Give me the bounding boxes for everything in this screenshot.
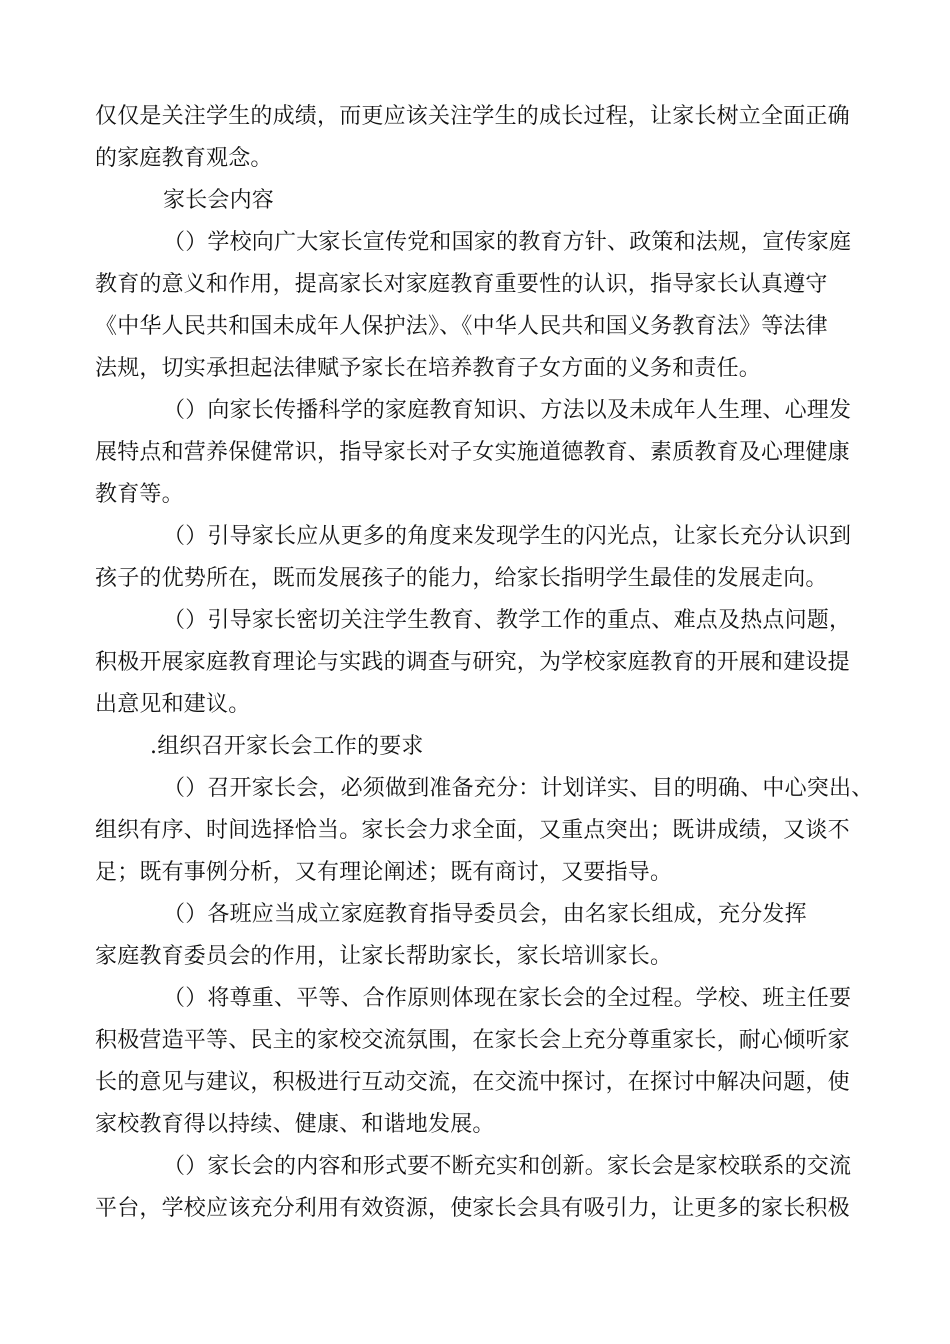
paragraph-line: （）引导家长密切关注学生教育、教学工作的重点、难点及热点问题， [163, 608, 852, 633]
paragraph-line: 家庭教育委员会的作用，让家长帮助家长，家长培训家长。 [95, 944, 673, 969]
paragraph-line: （）学校向广大家长宣传党和国家的教育方针、政策和法规，宣传家庭 [163, 230, 852, 255]
paragraph-line: 家校教育得以持续、健康、和谐地发展。 [95, 1112, 495, 1137]
paragraph-line: 的家庭教育观念。 [95, 146, 273, 171]
paragraph-line: 孩子的优势所在，既而发展孩子的能力，给家长指明学生最佳的发展走向。 [95, 566, 828, 591]
paragraph-line: 足；既有事例分析，又有理论阐述；既有商讨，又要指导。 [95, 860, 673, 885]
paragraph-line: 出意见和建议。 [95, 692, 251, 717]
paragraph-line: 展特点和营养保健常识，指导家长对子女实施道德教育、素质教育及心理健康 [95, 440, 850, 465]
paragraph-line: 教育的意义和作用，提高家长对家庭教育重要性的认识，指导家长认真遵守 [95, 272, 828, 297]
paragraph-line: 积极开展家庭教育理论与实践的调查与研究，为学校家庭教育的开展和建设提 [95, 650, 850, 675]
paragraph-line: （）向家长传播科学的家庭教育知识、方法以及未成年人生理、心理发 [163, 398, 852, 423]
paragraph-line: 长的意见与建议，积极进行互动交流，在交流中探讨，在探讨中解决问题，使 [95, 1070, 850, 1095]
paragraph-line: 法规，切实承担起法律赋予家长在培养教育子女方面的义务和责任。 [95, 356, 762, 381]
paragraph-line: 教育等。 [95, 482, 184, 507]
paragraph-line: 仅仅是关注学生的成绩，而更应该关注学生的成长过程，让家长树立全面正确 [95, 104, 850, 129]
paragraph-line: 平台，学校应该充分利用有效资源，使家长会具有吸引力，让更多的家长积极 [95, 1196, 850, 1221]
paragraph-line: （）引导家长应从更多的角度来发现学生的闪光点，让家长充分认识到 [163, 524, 852, 549]
paragraph-line: （）家长会的内容和形式要不断充实和创新。家长会是家校联系的交流 [163, 1154, 852, 1179]
paragraph-line: 积极营造平等、民主的家校交流氛围，在家长会上充分尊重家长，耐心倾听家 [95, 1028, 850, 1053]
section-heading: 家长会内容 [163, 188, 275, 213]
paragraph-line: 组织有序、时间选择恰当。家长会力求全面，又重点突出；既讲成绩，又谈不 [95, 818, 850, 843]
section-heading: .组织召开家长会工作的要求 [150, 734, 424, 759]
paragraph-line: （）召开家长会，必须做到准备充分：计划详实、目的明确、中心突出、 [163, 776, 874, 801]
paragraph-line: （）各班应当成立家庭教育指导委员会，由名家长组成，充分发挥 [163, 902, 807, 927]
paragraph-line: 《中华人民共和国未成年人保护法》、《中华人民共和国义务教育法》等法律 [95, 314, 828, 339]
paragraph-line: （）将尊重、平等、合作原则体现在家长会的全过程。学校、班主任要 [163, 986, 852, 1011]
